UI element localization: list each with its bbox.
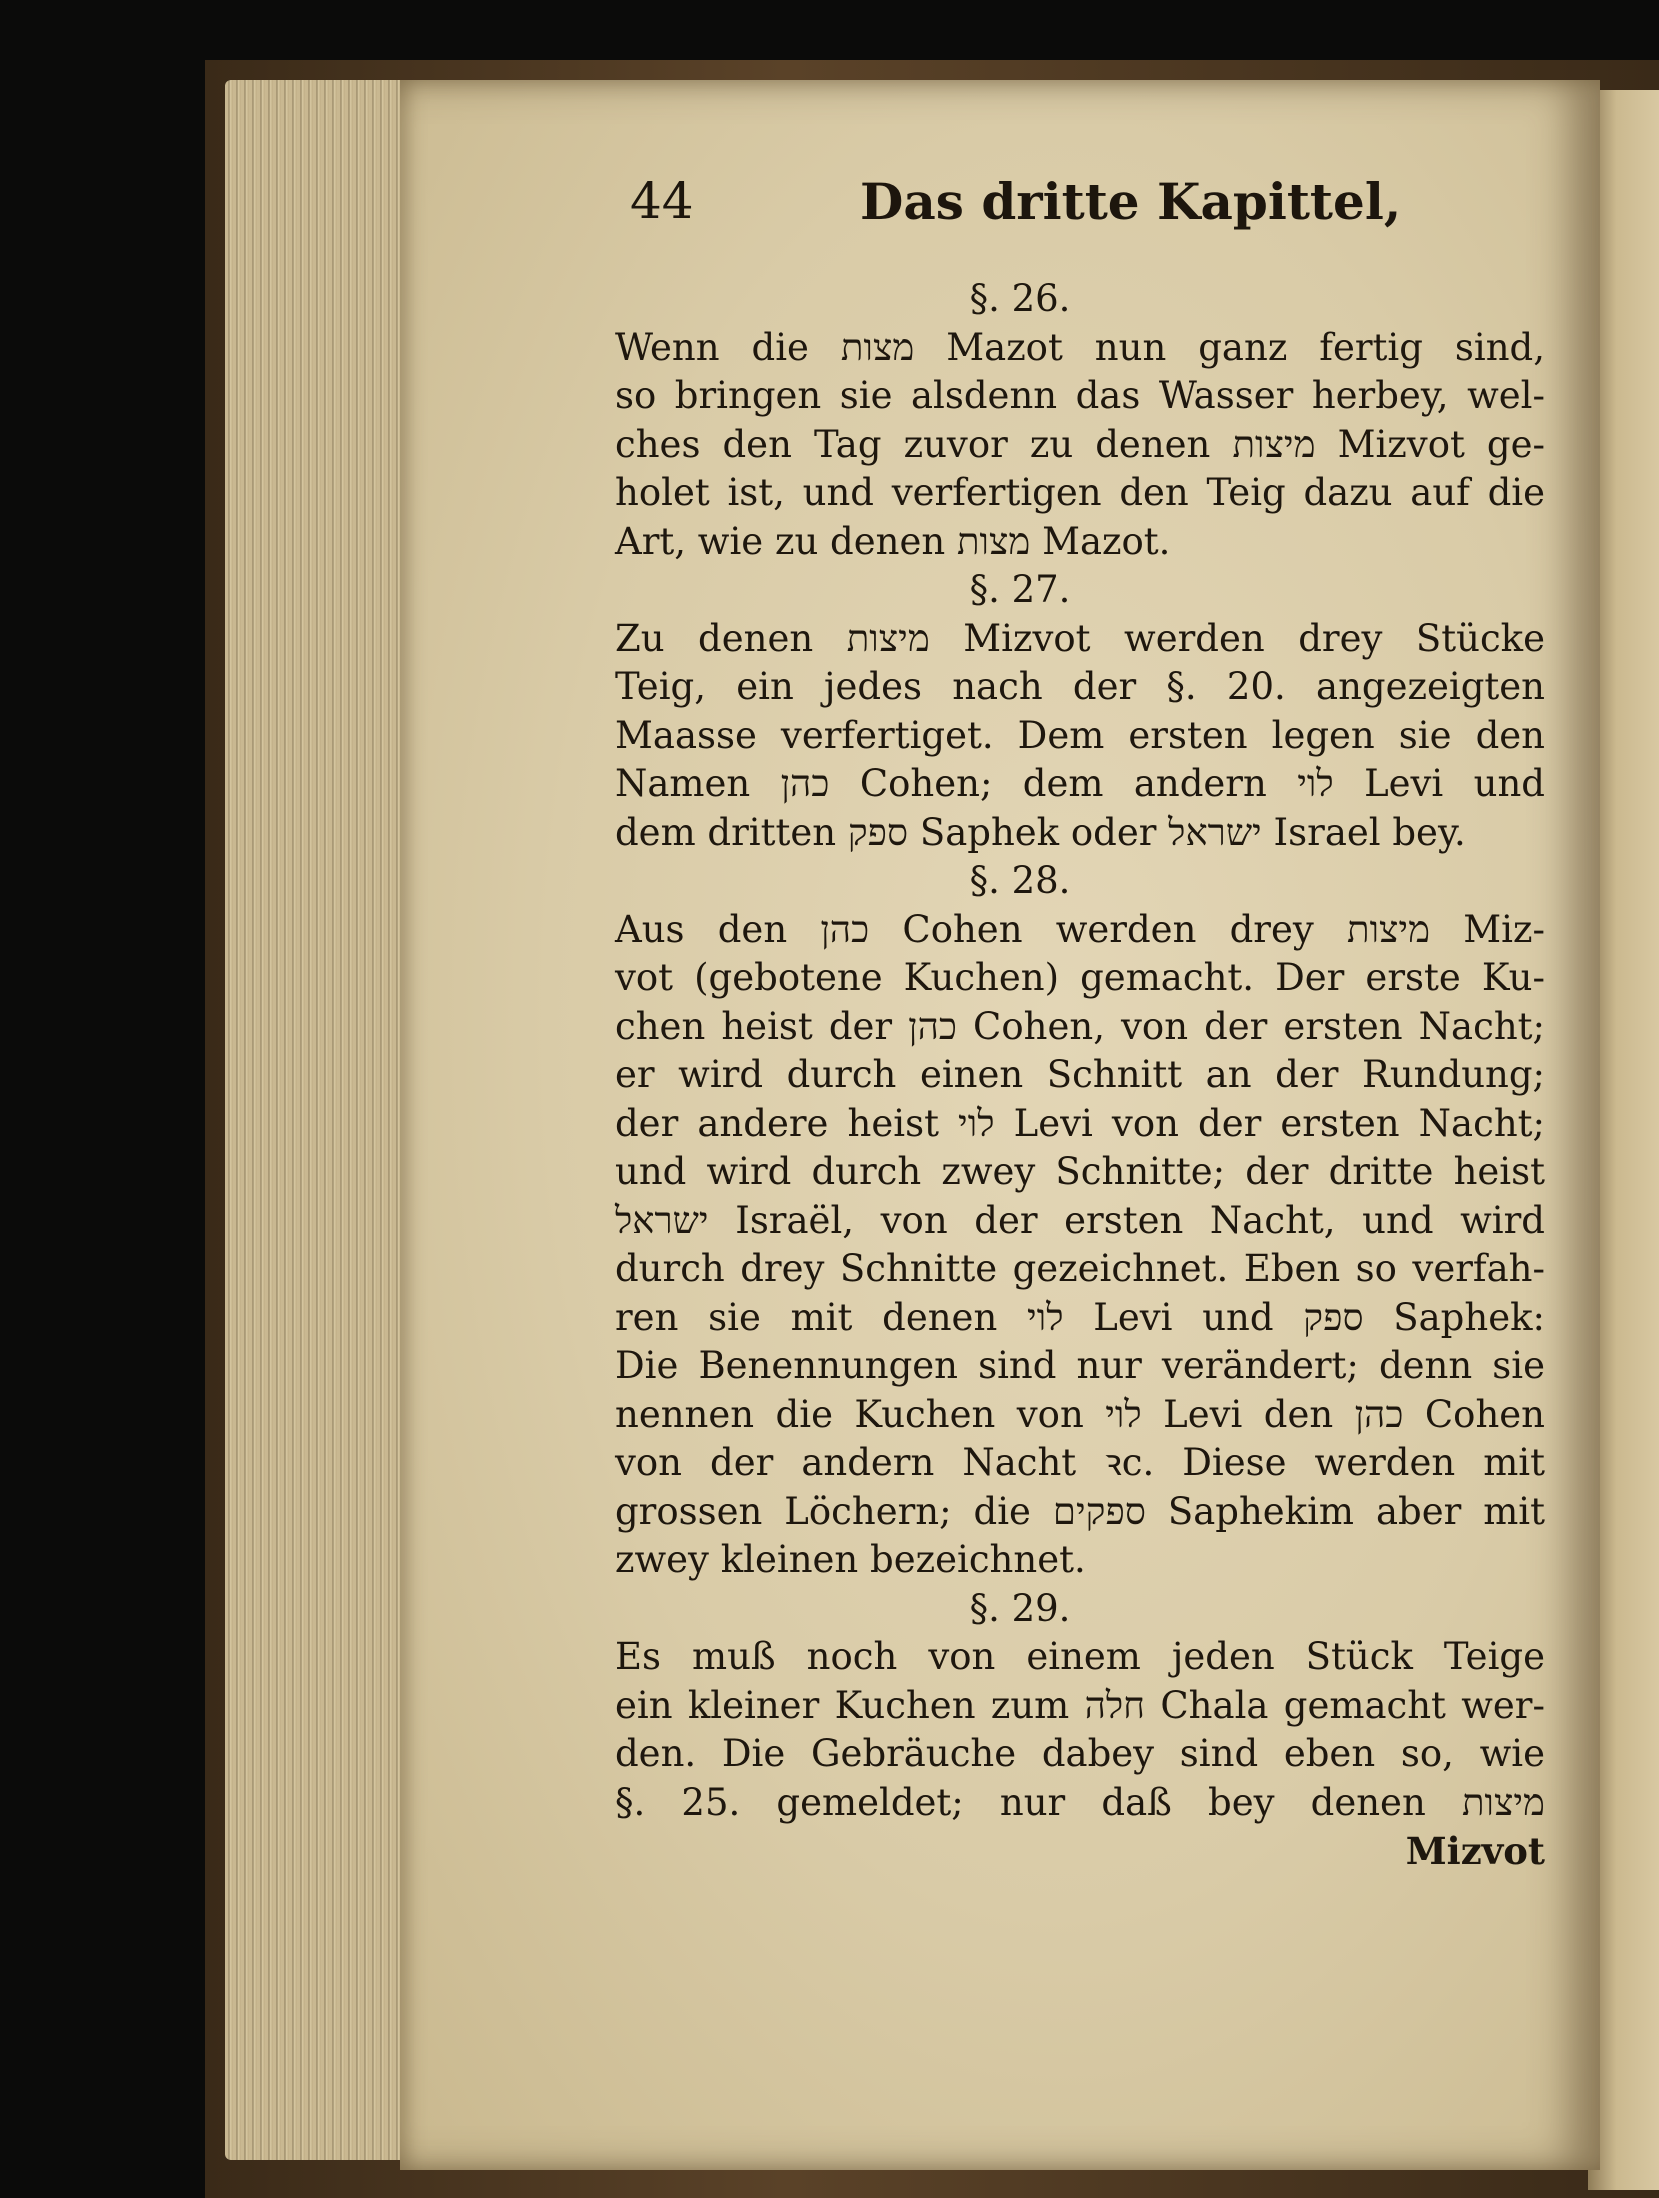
text-line: den. Die Gebräuche dabey sind eben so, wie (615, 1732, 1545, 1775)
text-line: so bringen sie alsdenn das Wasser herbey, wel- (615, 374, 1545, 417)
page-number: 44 (630, 172, 694, 230)
text-line: er wird durch einen Schnitt an der Rundung; (615, 1053, 1545, 1096)
catchword: Mizvot (1405, 1829, 1545, 1873)
text-line: Wenn die מצות Mazot nun ganz fertig sind, (615, 325, 1545, 369)
text-line: ein kleiner Kuchen zum חלה Chala gemacht wer- (615, 1683, 1545, 1727)
page-header (630, 172, 1530, 242)
page-edges (225, 80, 415, 2160)
text-line: §. 28. (969, 859, 1071, 902)
text-line: ches den Tag zuvor zu denen מיצות Mizvot ge- (615, 422, 1545, 466)
text-line: Aus den כהן Cohen werden drey מיצות Miz- (615, 907, 1545, 951)
text-line: §. 25. gemeldet; nur daß bey denen מיצות (615, 1780, 1545, 1824)
text-line: zwey kleinen bezeichnet. (615, 1538, 1086, 1581)
text-line: durch drey Schnitte gezeichnet. Eben so verfah- (615, 1247, 1545, 1290)
body-text (615, 275, 1545, 1876)
text-line: der andere heist לוי Levi von der ersten Nacht; (615, 1101, 1545, 1145)
running-title: Das dritte Kapittel, (860, 172, 1402, 231)
text-line: Es muß noch von einem jeden Stück Teige (615, 1635, 1545, 1678)
text-line: vot (gebotene Kuchen) gemacht. Der erste Ku- (615, 956, 1545, 999)
text-line: ישראל Israël, von der ersten Nacht, und wird (615, 1198, 1545, 1242)
text-line: nennen die Kuchen von לוי Levi den כהן Cohen (615, 1392, 1545, 1436)
text-line: Maasse verfertiget. Dem ersten legen sie den (615, 713, 1545, 757)
text-line: grossen Löchern; die ספקים Saphekim aber mit (615, 1489, 1545, 1533)
text-line: Teig, ein jedes nach der §. 20. angezeigten (615, 665, 1545, 708)
text-line: holet ist, und verfertigen den Teig dazu auf die (615, 471, 1545, 514)
text-line: von der andern Nacht ꝛc. Diese werden mit (615, 1441, 1545, 1484)
text-line: Namen כהן Cohen; dem andern לוי Levi und (615, 762, 1545, 805)
text-line: Zu denen מיצות Mizvot werden drey Stücke (615, 616, 1545, 660)
text-line: ren sie mit denen לוי Levi und ספק Saphek: (615, 1295, 1545, 1339)
text-line: §. 26. (969, 277, 1071, 320)
text-line: chen heist der כהן Cohen, von der ersten Nacht; (615, 1004, 1545, 1048)
text-line: und wird durch zwey Schnitte; der dritte heist (615, 1150, 1545, 1193)
text-line: Art, wie zu denen מצות Mazot. (615, 519, 1171, 563)
text-line: dem dritten ספק Saphek oder ישראל Israel bey. (615, 810, 1466, 854)
text-line: Die Benennungen sind nur verändert; denn sie (615, 1344, 1545, 1387)
text-line: §. 27. (969, 568, 1071, 611)
text-line: §. 29. (969, 1586, 1071, 1630)
